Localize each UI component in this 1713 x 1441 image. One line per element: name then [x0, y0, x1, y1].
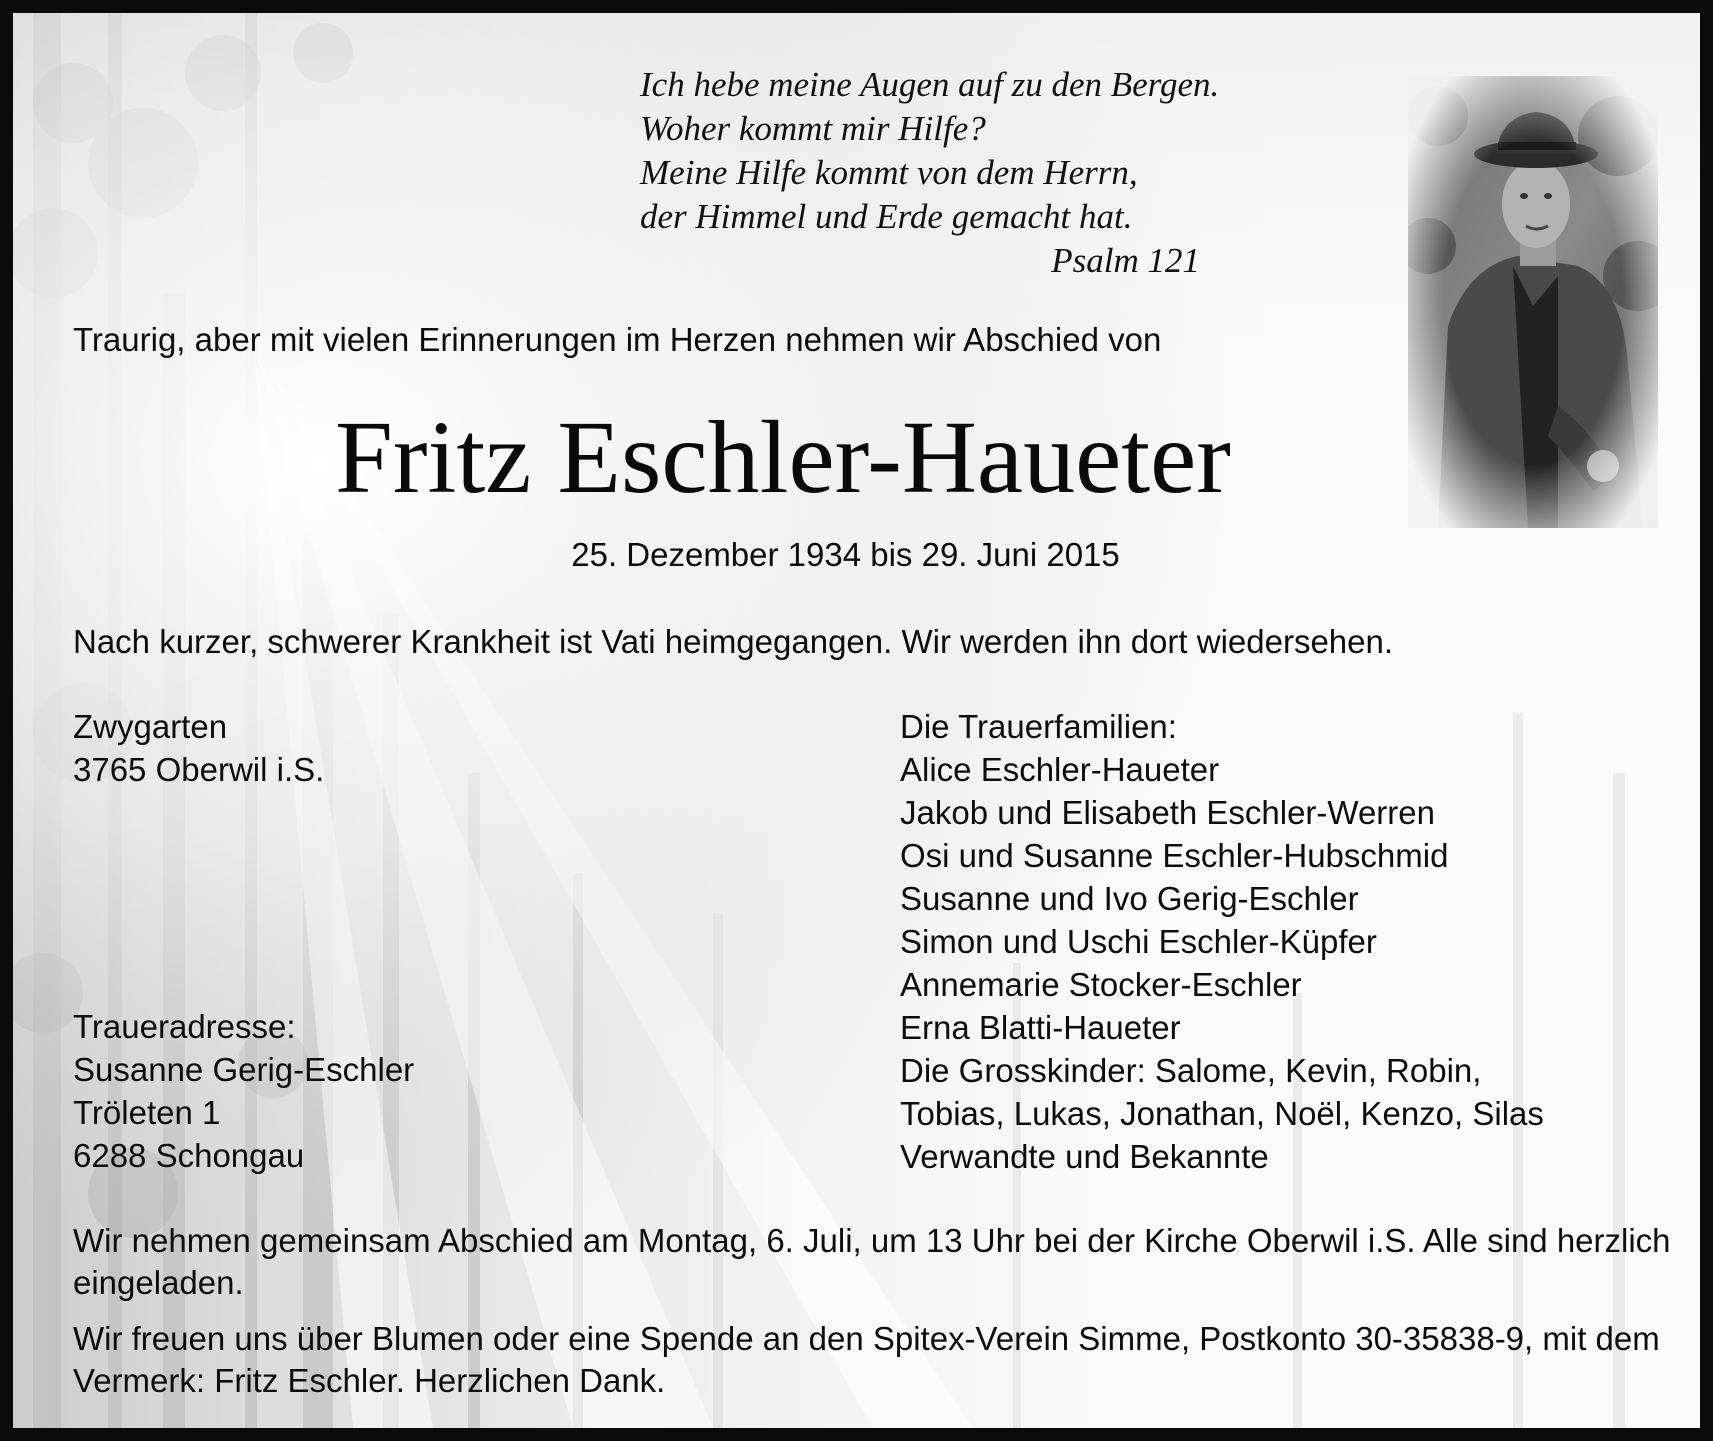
psalm-line: der Himmel und Erde gemacht hat. — [640, 197, 1133, 236]
family-member: Tobias, Lukas, Jonathan, Noël, Kenzo, Silas — [900, 1095, 1544, 1132]
psalm-line: Woher kommt mir Hilfe? — [640, 109, 986, 148]
family-member: Die Grosskinder: Salome, Kevin, Robin, — [900, 1052, 1482, 1089]
portrait-photo — [1408, 76, 1658, 528]
passing-statement: Nach kurzer, schwerer Krankheit ist Vati heimgegangen. Wir werden ihn dort wiedersehen. — [73, 623, 1394, 660]
address-line: Zwygarten — [73, 708, 228, 745]
family-member: Osi und Susanne Eschler-Hubschmid — [900, 837, 1449, 874]
psalm-reference: Psalm 121 — [1051, 241, 1200, 280]
home-address — [73, 705, 324, 791]
address-line: 6288 Schongau — [73, 1137, 305, 1174]
farewell-text: Wir nehmen gemeinsam Abschied am Montag, 6. Juli, um 13 Uhr bei der Kirche Oberwil i.S. Alle sind herzlich eingeladen. — [73, 1222, 1671, 1301]
family-member: Erna Blatti-Haueter — [900, 1009, 1181, 1046]
life-dates: 25. Dezember 1934 bis 29. Juni 2015 — [571, 536, 1120, 573]
deceased-name: Fritz Eschler-Haueter — [335, 400, 1231, 515]
address-line: 3765 Oberwil i.S. — [73, 751, 325, 788]
address-line: Susanne Gerig-Eschler — [73, 1051, 415, 1088]
donation-text: Wir freuen uns über Blumen oder eine Spende an den Spitex-Verein Simme, Postkonto 30-35838-9, mit dem Vermerk: Fritz Eschler. Herzlichen Dank. — [73, 1320, 1660, 1399]
intro-text: Traurig, aber mit vielen Erinnerungen im Herzen nehmen wir Abschied von — [73, 321, 1162, 358]
mourning-address — [73, 1005, 414, 1177]
family-member: Jakob und Elisabeth Eschler-Werren — [900, 794, 1435, 831]
mourning-families-list — [900, 705, 1544, 1178]
family-member: Verwandte und Bekannte — [900, 1138, 1269, 1175]
psalm-line: Meine Hilfe kommt von dem Herrn, — [640, 153, 1138, 192]
address-line: Tröleten 1 — [73, 1094, 221, 1131]
family-member: Susanne und Ivo Gerig-Eschler — [900, 880, 1359, 917]
family-member: Alice Eschler-Haueter — [900, 751, 1220, 788]
psalm-quote — [640, 63, 1220, 283]
family-member: Simon und Uschi Eschler-Küpfer — [900, 923, 1377, 960]
families-heading: Die Trauerfamilien: — [900, 708, 1177, 745]
family-member: Annemarie Stocker-Eschler — [900, 966, 1302, 1003]
address-heading: Traueradresse: — [73, 1008, 296, 1045]
psalm-line: Ich hebe meine Augen auf zu den Bergen. — [640, 65, 1220, 104]
